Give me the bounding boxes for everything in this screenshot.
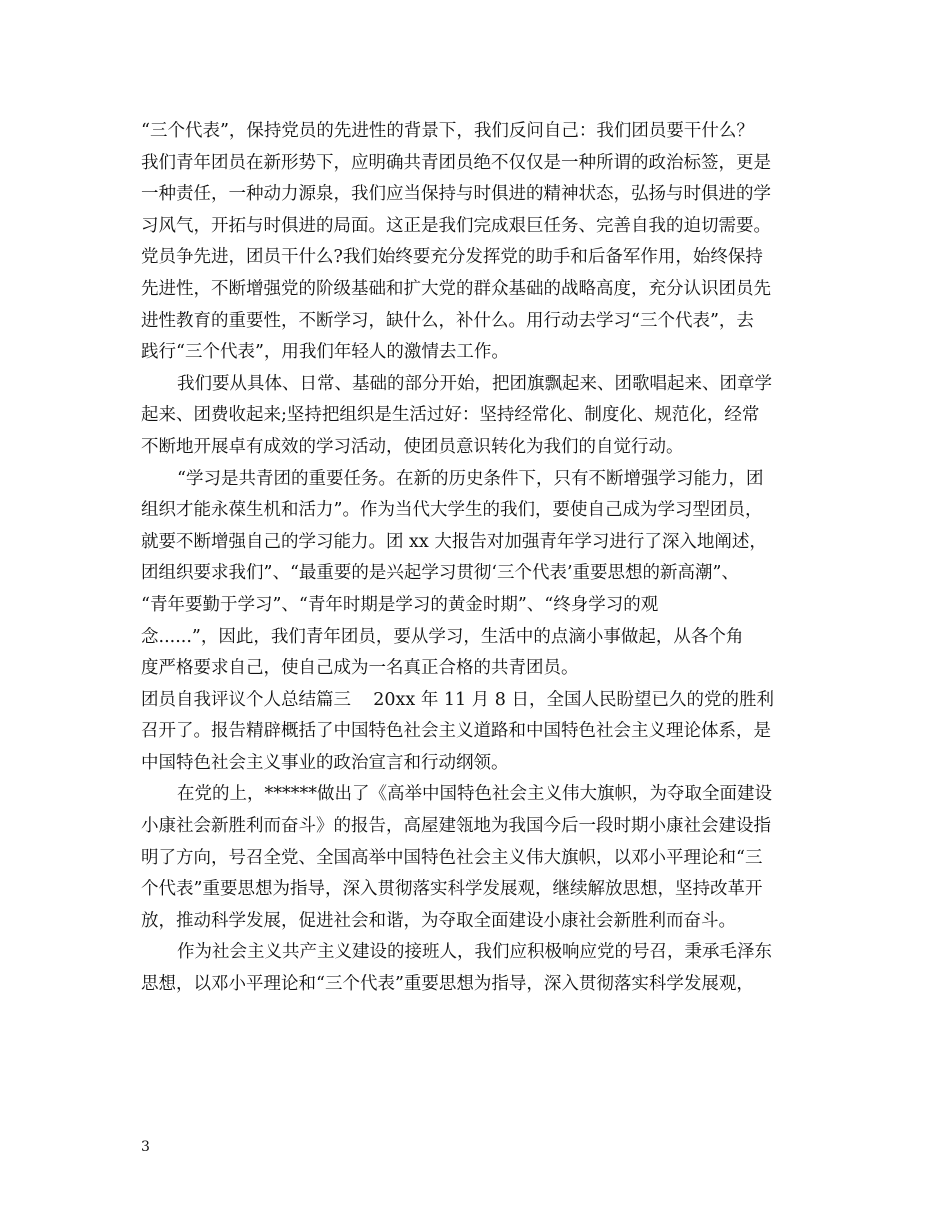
text-line: 度严格要求自己，使自己成为一名真正合格的共青团员。 xyxy=(141,658,579,679)
text-line: 放，推动科学发展，促进社会和谐，为夺取全面建设小康社会新胜利而奋斗。 xyxy=(141,910,736,931)
text-line: 进性教育的重要性，不断学习，缺什么，补什么。用行动去学习“三个代表”，去 xyxy=(141,310,754,331)
text-line: 一种责任，一种动力源泉，我们应当保持与时俱进的精神状态，弘扬与时俱进的学 xyxy=(141,184,771,205)
text-line: 小康社会新胜利而奋斗》的报告，高屋建瓴地为我国今后一段时期小康社会建设指 xyxy=(141,816,771,837)
text-line: 党员争先进，团员干什么?我们始终要充分发挥党的助手和后备军作用，始终保持 xyxy=(141,247,763,268)
text-line: 践行“三个代表”，用我们年轻人的激情去工作。 xyxy=(141,342,509,363)
text-line: 就要不断增强自己的学习能力。团 xx 大报告对加强青年学习进行了深入地阐述， xyxy=(141,531,767,552)
text-line: 个代表”重要思想为指导，深入贯彻落实科学发展观，继续解放思想，坚持改革开 xyxy=(141,879,763,900)
text-line: 作为社会主义共产主义建设的接班人，我们应积极响应党的号召，秉承毛泽东 xyxy=(177,942,772,963)
text-line: 起来、团费收起来;坚持把组织是生活过好：坚持经常化、制度化、规范化，经常 xyxy=(141,405,760,426)
text-line: 团组织要求我们”、“最重要的是兴起学习贯彻‘三个代表’重要思想的新高潮”、 xyxy=(141,563,739,584)
text-line: 召开了。报告精辟概括了中国特色社会主义道路和中国特色社会主义理论体系，是 xyxy=(141,721,771,742)
text-line: 中国特色社会主义事业的政治宣言和行动纲领。 xyxy=(141,752,509,773)
text-line: 思想，以邓小平理论和“三个代表”重要思想为指导，深入贯彻落实科学发展观， xyxy=(141,974,754,995)
text-line: 不断地开展卓有成效的学习活动，使团员意识转化为我们的自觉行动。 xyxy=(141,436,684,457)
text-line: “青年要勤于学习”、“青年时期是学习的黄金时期”、“终身学习的观 xyxy=(141,594,659,615)
text-line: 组织才能永葆生机和活力”。作为当代大学生的我们，要使自己成为学习型团员， xyxy=(141,500,763,521)
text-line: 先进性，不断增强党的阶级基础和扩大党的群众基础的战略高度，充分认识团员先 xyxy=(141,278,771,299)
text-line: 习风气，开拓与时俱进的局面。这正是我们完成艰巨任务、完善自我的迫切需要。 xyxy=(141,215,771,236)
text-line: 明了方向，号召全党、全国高举中国特色社会主义伟大旗帜，以邓小平理论和“三 xyxy=(141,847,763,868)
text-line: “三个代表”，保持党员的先进性的背景下，我们反问自己：我们团员要干什么？ xyxy=(141,121,754,141)
text-line: 团员自我评议个人总结篇三 20xx 年 11 月 8 日，全国人民盼望已久的党的胜利 xyxy=(141,689,774,710)
text-line: 念......”，因此，我们青年团员，要从学习，生活中的点滴小事做起，从各个角 xyxy=(141,626,744,647)
page-number: 3 xyxy=(141,1139,150,1155)
text-line: 我们青年团员在新形势下，应明确共青团员绝不仅仅是一种所谓的政治标签，更是 xyxy=(141,152,771,173)
text-line: 我们要从具体、日常、基础的部分开始，把团旗飘起来、团歌唱起来、团章学 xyxy=(177,373,772,394)
document-body xyxy=(141,116,821,1001)
text-line: 在党的上，******做出了《高举中国特色社会主义伟大旗帜，为夺取全面建设 xyxy=(177,784,772,805)
text-line: “学习是共青团的重要任务。在新的历史条件下，只有不断增强学习能力，团 xyxy=(177,468,764,489)
